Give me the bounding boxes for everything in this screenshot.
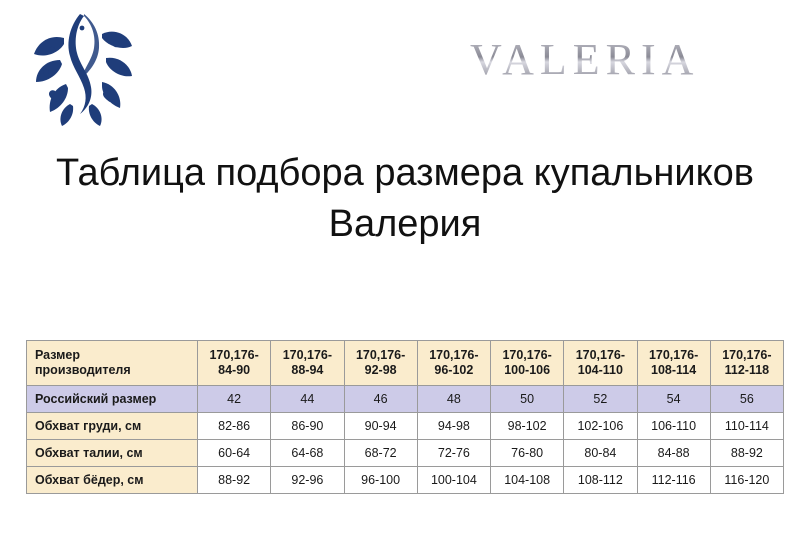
table-cell: 112-116 <box>637 467 710 494</box>
table-cell: 64-68 <box>271 440 344 467</box>
table-cell: 96-100 <box>344 467 417 494</box>
table-cell: 54 <box>637 386 710 413</box>
table-row <box>27 467 784 494</box>
row-label: Обхват бёдер, см <box>27 467 198 494</box>
row-label: Российский размер <box>27 386 198 413</box>
table-row <box>27 341 784 386</box>
table-cell: 170,176- 108-114 <box>637 341 710 386</box>
page-header <box>0 0 810 140</box>
row-label: Обхват груди, см <box>27 413 198 440</box>
table-cell: 88-92 <box>198 467 271 494</box>
table-cell: 170,176- 104-110 <box>564 341 637 386</box>
table-cell: 170,176- 112-118 <box>710 341 783 386</box>
table-cell: 170,176- 100-106 <box>491 341 564 386</box>
table-cell: 116-120 <box>710 467 783 494</box>
table-cell: 170,176- 84-90 <box>198 341 271 386</box>
page-title: Таблица подбора размера купальников Валерия <box>56 152 754 246</box>
table-cell: 56 <box>710 386 783 413</box>
table-cell: 100-104 <box>417 467 490 494</box>
table-cell: 44 <box>271 386 344 413</box>
table-cell: 90-94 <box>344 413 417 440</box>
table-cell: 42 <box>198 386 271 413</box>
table-cell: 72-76 <box>417 440 490 467</box>
table-cell: 86-90 <box>271 413 344 440</box>
table-cell: 60-64 <box>198 440 271 467</box>
table-cell: 48 <box>417 386 490 413</box>
table-cell: 50 <box>491 386 564 413</box>
table-cell: 46 <box>344 386 417 413</box>
table-row <box>27 386 784 413</box>
table-cell: 76-80 <box>491 440 564 467</box>
floral-ornament-logo-icon <box>18 8 148 130</box>
row-label: Размер производителя <box>27 341 198 386</box>
brand-name: VALERIA <box>470 35 700 84</box>
row-label: Обхват талии, см <box>27 440 198 467</box>
table-cell: 108-112 <box>564 467 637 494</box>
table-cell: 80-84 <box>564 440 637 467</box>
table-cell: 170,176- 96-102 <box>417 341 490 386</box>
table-cell: 110-114 <box>710 413 783 440</box>
table-cell: 102-106 <box>564 413 637 440</box>
table-cell: 106-110 <box>637 413 710 440</box>
table-cell: 170,176- 92-98 <box>344 341 417 386</box>
table-cell: 170,176- 88-94 <box>271 341 344 386</box>
table-cell: 104-108 <box>491 467 564 494</box>
table-cell: 98-102 <box>491 413 564 440</box>
size-table <box>26 340 784 494</box>
table-cell: 92-96 <box>271 467 344 494</box>
table-row <box>27 440 784 467</box>
table-cell: 88-92 <box>710 440 783 467</box>
table-cell: 68-72 <box>344 440 417 467</box>
table-cell: 84-88 <box>637 440 710 467</box>
table-cell: 52 <box>564 386 637 413</box>
size-table-container <box>26 340 784 494</box>
table-cell: 82-86 <box>198 413 271 440</box>
table-cell: 94-98 <box>417 413 490 440</box>
table-row <box>27 413 784 440</box>
